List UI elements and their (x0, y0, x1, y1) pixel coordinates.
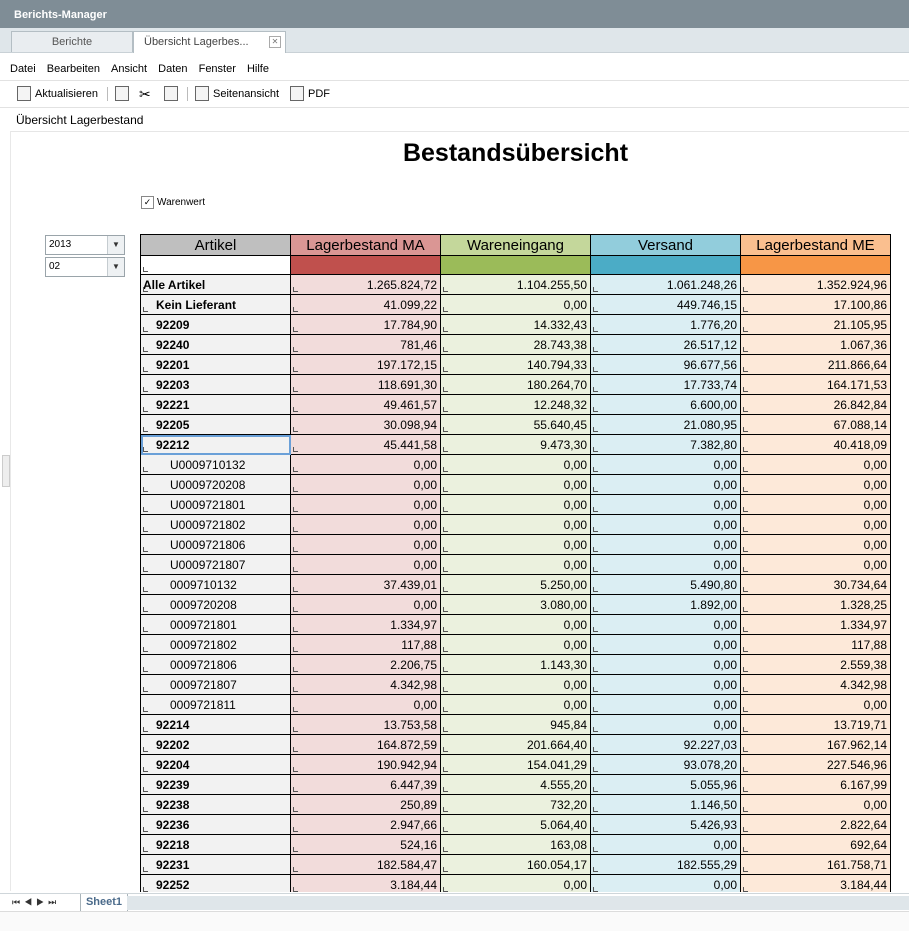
toolbar (0, 81, 909, 108)
article-cell[interactable]: 92201 (141, 355, 291, 375)
copy-button[interactable] (115, 81, 133, 107)
value-cell[interactable]: 0,00 (291, 535, 441, 555)
status-bar (0, 911, 909, 931)
table-row (141, 655, 891, 675)
value-cell[interactable]: 211.866,64 (741, 355, 891, 375)
article-cell[interactable]: 92218 (141, 835, 291, 855)
value-cell[interactable]: 30.098,94 (291, 415, 441, 435)
article-cell[interactable]: 0009721811 (141, 695, 291, 715)
warenwert-label: Warenwert (157, 197, 205, 208)
table-cell[interactable] (741, 256, 891, 275)
value-cell[interactable]: 21.105,95 (741, 315, 891, 335)
warenwert-checkbox[interactable] (141, 196, 154, 209)
paste-icon (164, 86, 178, 101)
column-header[interactable]: Lagerbestand ME (741, 235, 891, 256)
table-row (141, 635, 891, 655)
article-cell[interactable]: 0009721801 (141, 615, 291, 635)
tab-label: Übersicht Lagerbes... (144, 36, 249, 48)
value-cell[interactable]: 17.733,74 (591, 375, 741, 395)
table-row (141, 535, 891, 555)
value-cell[interactable]: 5.064,40 (441, 815, 591, 835)
value-cell[interactable]: 3.080,00 (441, 595, 591, 615)
stock-table (140, 234, 891, 892)
value-cell[interactable]: 6.167,99 (741, 775, 891, 795)
article-cell[interactable]: U0009721802 (141, 515, 291, 535)
value-cell[interactable]: 161.758,71 (741, 855, 891, 875)
value-cell[interactable]: 96.677,56 (591, 355, 741, 375)
table-row (141, 855, 891, 875)
table-row (141, 815, 891, 835)
table-row (141, 835, 891, 855)
value-cell[interactable]: 0,00 (441, 535, 591, 555)
value-cell[interactable]: 7.382,80 (591, 435, 741, 455)
value-cell[interactable]: 0,00 (291, 695, 441, 715)
value-cell[interactable]: 6.447,39 (291, 775, 441, 795)
value-cell[interactable]: 13.719,71 (741, 715, 891, 735)
table-row (141, 695, 891, 715)
article-cell[interactable]: 92204 (141, 755, 291, 775)
value-cell[interactable]: 0,00 (441, 675, 591, 695)
table-row (141, 455, 891, 475)
table-row (141, 595, 891, 615)
table-row (141, 615, 891, 635)
value-cell[interactable]: 167.962,14 (741, 735, 891, 755)
value-cell[interactable]: 945,84 (441, 715, 591, 735)
value-cell[interactable]: 5.490,80 (591, 575, 741, 595)
value-cell[interactable]: 14.332,43 (441, 315, 591, 335)
value-cell[interactable]: 250,89 (291, 795, 441, 815)
value-cell[interactable]: 49.461,57 (291, 395, 441, 415)
page-preview-icon (195, 86, 209, 101)
stock-table-body (141, 235, 891, 893)
table-row (141, 575, 891, 595)
table-row (141, 755, 891, 775)
column-header[interactable]: Wareneingang (441, 235, 591, 256)
menu-bar (0, 58, 909, 81)
year-select[interactable] (45, 235, 125, 255)
value-cell[interactable]: 0,00 (741, 695, 891, 715)
value-cell[interactable]: 692,64 (741, 835, 891, 855)
value-cell[interactable]: 0,00 (441, 555, 591, 575)
value-cell[interactable]: 92.227,03 (591, 735, 741, 755)
value-cell[interactable]: 0,00 (591, 555, 741, 575)
value-cell[interactable]: 781,46 (291, 335, 441, 355)
sheet-tab-filler (127, 896, 909, 910)
year-value: 2013 (49, 239, 72, 250)
toolbar-separator (187, 87, 188, 101)
value-cell[interactable]: 1.776,20 (591, 315, 741, 335)
value-cell[interactable]: 0,00 (291, 515, 441, 535)
value-cell[interactable]: 0,00 (441, 635, 591, 655)
window-titlebar (0, 0, 909, 28)
value-cell[interactable]: 3.184,44 (291, 875, 441, 893)
value-cell[interactable]: 180.264,70 (441, 375, 591, 395)
value-cell[interactable]: 0,00 (591, 455, 741, 475)
value-cell[interactable]: 163,08 (441, 835, 591, 855)
value-cell[interactable]: 26.842,84 (741, 395, 891, 415)
value-cell[interactable]: 40.418,09 (741, 435, 891, 455)
page-preview-button[interactable] (195, 81, 279, 107)
value-cell[interactable]: 1.143,30 (441, 655, 591, 675)
value-cell[interactable]: 4.342,98 (741, 675, 891, 695)
article-cell[interactable]: 92209 (141, 315, 291, 335)
value-cell[interactable]: 0,00 (291, 595, 441, 615)
value-cell[interactable]: 45.441,58 (291, 435, 441, 455)
table-color-row (141, 256, 891, 275)
prev-sheet-icon[interactable]: ◀ (24, 897, 37, 907)
value-cell[interactable]: 182.584,47 (291, 855, 441, 875)
first-sheet-icon[interactable]: ⏮ (12, 897, 25, 907)
last-sheet-icon[interactable]: ⏭ (48, 897, 61, 907)
value-cell[interactable]: 0,00 (591, 615, 741, 635)
window-title: Berichts-Manager (14, 9, 107, 21)
value-cell[interactable]: 1.146,50 (591, 795, 741, 815)
value-cell[interactable]: 21.080,95 (591, 415, 741, 435)
menu-datei[interactable]: Datei (10, 63, 36, 75)
month-value: 02 (49, 261, 61, 272)
month-select[interactable] (45, 257, 125, 277)
value-cell[interactable]: 2.559,38 (741, 655, 891, 675)
value-cell[interactable]: 1.352.924,96 (741, 275, 891, 295)
article-cell[interactable]: U0009721801 (141, 495, 291, 515)
value-cell[interactable]: 0,00 (441, 455, 591, 475)
article-cell[interactable]: U0009710132 (141, 455, 291, 475)
tab-label: Berichte (51, 36, 93, 48)
content-divider (10, 131, 909, 132)
value-cell[interactable]: 0,00 (441, 475, 591, 495)
menu-hilfe[interactable]: Hilfe (246, 63, 269, 75)
menu-bearbeiten[interactable]: Bearbeiten (46, 63, 100, 75)
value-cell[interactable]: 1.061.248,26 (591, 275, 741, 295)
value-cell[interactable]: 117,88 (291, 635, 441, 655)
article-cell[interactable]: Alle Artikel (141, 275, 291, 295)
value-cell[interactable]: 0,00 (441, 875, 591, 893)
value-cell[interactable]: 1.328,25 (741, 595, 891, 615)
value-cell[interactable]: 5.426,93 (591, 815, 741, 835)
table-row (141, 435, 891, 455)
value-cell[interactable]: 197.172,15 (291, 355, 441, 375)
article-cell[interactable]: 92214 (141, 715, 291, 735)
sheet-tab-bar (0, 893, 909, 912)
table-row (141, 715, 891, 735)
value-cell[interactable]: 55.640,45 (441, 415, 591, 435)
next-sheet-icon[interactable]: ▶ (36, 897, 49, 907)
table-row (141, 795, 891, 815)
value-cell[interactable]: 1.067,36 (741, 335, 891, 355)
article-cell[interactable]: 92240 (141, 335, 291, 355)
menu-ansicht[interactable]: Ansicht (111, 63, 148, 75)
sheet-tab-sheet1[interactable]: Sheet1 (80, 894, 128, 912)
value-cell[interactable]: 9.473,30 (441, 435, 591, 455)
report-sheet[interactable] (140, 234, 892, 892)
value-cell[interactable]: 37.439,01 (291, 575, 441, 595)
column-header[interactable]: Lagerbestand MA (291, 235, 441, 256)
value-cell[interactable]: 13.753,58 (291, 715, 441, 735)
value-cell[interactable]: 67.088,14 (741, 415, 891, 435)
value-cell[interactable]: 1.265.824,72 (291, 275, 441, 295)
value-cell[interactable]: 12.248,32 (441, 395, 591, 415)
menu-fenster[interactable]: Fenster (198, 63, 236, 75)
value-cell[interactable]: 6.600,00 (591, 395, 741, 415)
pdf-label: PDF (308, 88, 330, 100)
table-row (141, 675, 891, 695)
value-cell[interactable]: 1.334,97 (741, 615, 891, 635)
table-row (141, 415, 891, 435)
chevron-down-icon[interactable]: ▼ (107, 258, 124, 276)
article-cell[interactable]: 0009721807 (141, 675, 291, 695)
table-row (141, 475, 891, 495)
value-cell[interactable]: 5.250,00 (441, 575, 591, 595)
value-cell[interactable]: 227.546,96 (741, 755, 891, 775)
value-cell[interactable]: 0,00 (741, 455, 891, 475)
value-cell[interactable]: 201.664,40 (441, 735, 591, 755)
value-cell[interactable]: 449.746,15 (591, 295, 741, 315)
table-row (141, 375, 891, 395)
article-cell[interactable]: U0009720208 (141, 475, 291, 495)
article-cell[interactable]: Kein Lieferant (141, 295, 291, 315)
article-cell[interactable]: 92231 (141, 855, 291, 875)
value-cell[interactable]: 0,00 (441, 295, 591, 315)
value-cell[interactable]: 30.734,64 (741, 575, 891, 595)
value-cell[interactable]: 117,88 (741, 635, 891, 655)
value-cell[interactable]: 0,00 (591, 635, 741, 655)
table-cell[interactable] (291, 256, 441, 275)
value-cell[interactable]: 2.947,66 (291, 815, 441, 835)
article-cell[interactable]: 0009721806 (141, 655, 291, 675)
article-cell[interactable]: 92205 (141, 415, 291, 435)
value-cell[interactable]: 0,00 (441, 695, 591, 715)
checkmark-icon: ✓ (143, 197, 152, 207)
page-title: Übersicht Lagerbestand (16, 113, 144, 127)
table-row (141, 495, 891, 515)
report-heading: Bestandsübersicht (402, 139, 629, 167)
value-cell[interactable]: 190.942,94 (291, 755, 441, 775)
value-cell[interactable]: 28.743,38 (441, 335, 591, 355)
copy-icon (115, 86, 129, 101)
table-row (141, 275, 891, 295)
value-cell[interactable]: 0,00 (441, 515, 591, 535)
value-cell[interactable]: 1.334,97 (291, 615, 441, 635)
table-header-row (141, 235, 891, 256)
article-cell[interactable]: 92212 (141, 435, 291, 455)
value-cell[interactable]: 0,00 (591, 515, 741, 535)
value-cell[interactable]: 1.104.255,50 (441, 275, 591, 295)
article-cell[interactable]: U0009721806 (141, 535, 291, 555)
table-row (141, 735, 891, 755)
toolbar-separator (107, 87, 108, 101)
value-cell[interactable]: 93.078,20 (591, 755, 741, 775)
table-cell[interactable] (591, 256, 741, 275)
article-cell[interactable]: 92239 (141, 775, 291, 795)
value-cell[interactable]: 0,00 (591, 875, 741, 893)
column-header[interactable]: Versand (591, 235, 741, 256)
value-cell[interactable]: 0,00 (741, 555, 891, 575)
value-cell[interactable]: 4.342,98 (291, 675, 441, 695)
article-cell[interactable]: 92252 (141, 875, 291, 893)
value-cell[interactable]: 0,00 (741, 535, 891, 555)
paste-button[interactable] (164, 81, 182, 107)
article-cell[interactable]: 0009720208 (141, 595, 291, 615)
value-cell[interactable]: 154.041,29 (441, 755, 591, 775)
side-panel-handle[interactable] (2, 455, 10, 487)
value-cell[interactable]: 0,00 (291, 495, 441, 515)
table-row (141, 395, 891, 415)
article-cell[interactable]: 92202 (141, 735, 291, 755)
article-cell[interactable]: U0009721807 (141, 555, 291, 575)
article-cell[interactable]: 92203 (141, 375, 291, 395)
value-cell[interactable]: 0,00 (741, 495, 891, 515)
value-cell[interactable]: 41.099,22 (291, 295, 441, 315)
article-cell[interactable]: 92238 (141, 795, 291, 815)
value-cell[interactable]: 164.872,59 (291, 735, 441, 755)
table-row (141, 775, 891, 795)
value-cell[interactable]: 2.822,64 (741, 815, 891, 835)
value-cell[interactable]: 1.892,00 (591, 595, 741, 615)
value-cell[interactable]: 0,00 (291, 475, 441, 495)
table-row (141, 335, 891, 355)
sheet-navigation (12, 897, 60, 908)
tab-bar (0, 28, 909, 53)
table-row (141, 355, 891, 375)
value-cell[interactable]: 0,00 (591, 695, 741, 715)
value-cell[interactable]: 0,00 (441, 615, 591, 635)
table-row (141, 295, 891, 315)
value-cell[interactable]: 0,00 (741, 795, 891, 815)
value-cell[interactable]: 118.691,30 (291, 375, 441, 395)
tab-berichte[interactable] (11, 31, 133, 52)
value-cell[interactable]: 0,00 (441, 495, 591, 515)
value-cell[interactable]: 160.054,17 (441, 855, 591, 875)
article-cell[interactable]: 92236 (141, 815, 291, 835)
value-cell[interactable]: 26.517,12 (591, 335, 741, 355)
tab-uebersicht-lagerbestand[interactable] (133, 31, 286, 53)
value-cell[interactable]: 3.184,44 (741, 875, 891, 893)
value-cell[interactable]: 524,16 (291, 835, 441, 855)
column-header[interactable]: Artikel (141, 235, 291, 256)
value-cell[interactable]: 0,00 (741, 475, 891, 495)
value-cell[interactable]: 732,20 (441, 795, 591, 815)
article-cell[interactable]: 0009710132 (141, 575, 291, 595)
value-cell[interactable]: 0,00 (591, 675, 741, 695)
table-cell[interactable] (441, 256, 591, 275)
value-cell[interactable]: 5.055,96 (591, 775, 741, 795)
value-cell[interactable]: 17.100,86 (741, 295, 891, 315)
cut-button[interactable] (139, 81, 151, 107)
value-cell[interactable]: 0,00 (591, 535, 741, 555)
value-cell[interactable]: 164.171,53 (741, 375, 891, 395)
table-row (141, 875, 891, 893)
preview-label: Seitenansicht (213, 88, 280, 100)
calculator-icon (17, 86, 31, 101)
pdf-icon (290, 86, 304, 101)
refresh-button[interactable] (17, 81, 98, 107)
value-cell[interactable]: 0,00 (741, 515, 891, 535)
table-row (141, 315, 891, 335)
value-cell[interactable]: 0,00 (291, 455, 441, 475)
value-cell[interactable]: 182.555,29 (591, 855, 741, 875)
scissors-icon: ✂ (139, 86, 151, 102)
value-cell[interactable]: 0,00 (291, 555, 441, 575)
value-cell[interactable]: 4.555,20 (441, 775, 591, 795)
table-row (141, 555, 891, 575)
value-cell[interactable]: 140.794,33 (441, 355, 591, 375)
value-cell[interactable]: 0,00 (591, 495, 741, 515)
value-cell[interactable]: 17.784,90 (291, 315, 441, 335)
refresh-label: Aktualisieren (35, 88, 98, 100)
menu-daten[interactable]: Daten (158, 63, 188, 75)
table-row (141, 515, 891, 535)
pdf-button[interactable] (290, 81, 330, 107)
chevron-down-icon[interactable]: ▼ (107, 236, 124, 254)
value-cell[interactable]: 2.206,75 (291, 655, 441, 675)
article-cell[interactable]: 0009721802 (141, 635, 291, 655)
value-cell[interactable]: 0,00 (591, 475, 741, 495)
close-icon[interactable]: ✕ (269, 36, 281, 48)
content-left-border (10, 131, 11, 891)
table-cell[interactable] (141, 256, 291, 275)
value-cell[interactable]: 0,00 (591, 655, 741, 675)
value-cell[interactable]: 0,00 (591, 835, 741, 855)
value-cell[interactable]: 0,00 (591, 715, 741, 735)
article-cell[interactable]: 92221 (141, 395, 291, 415)
